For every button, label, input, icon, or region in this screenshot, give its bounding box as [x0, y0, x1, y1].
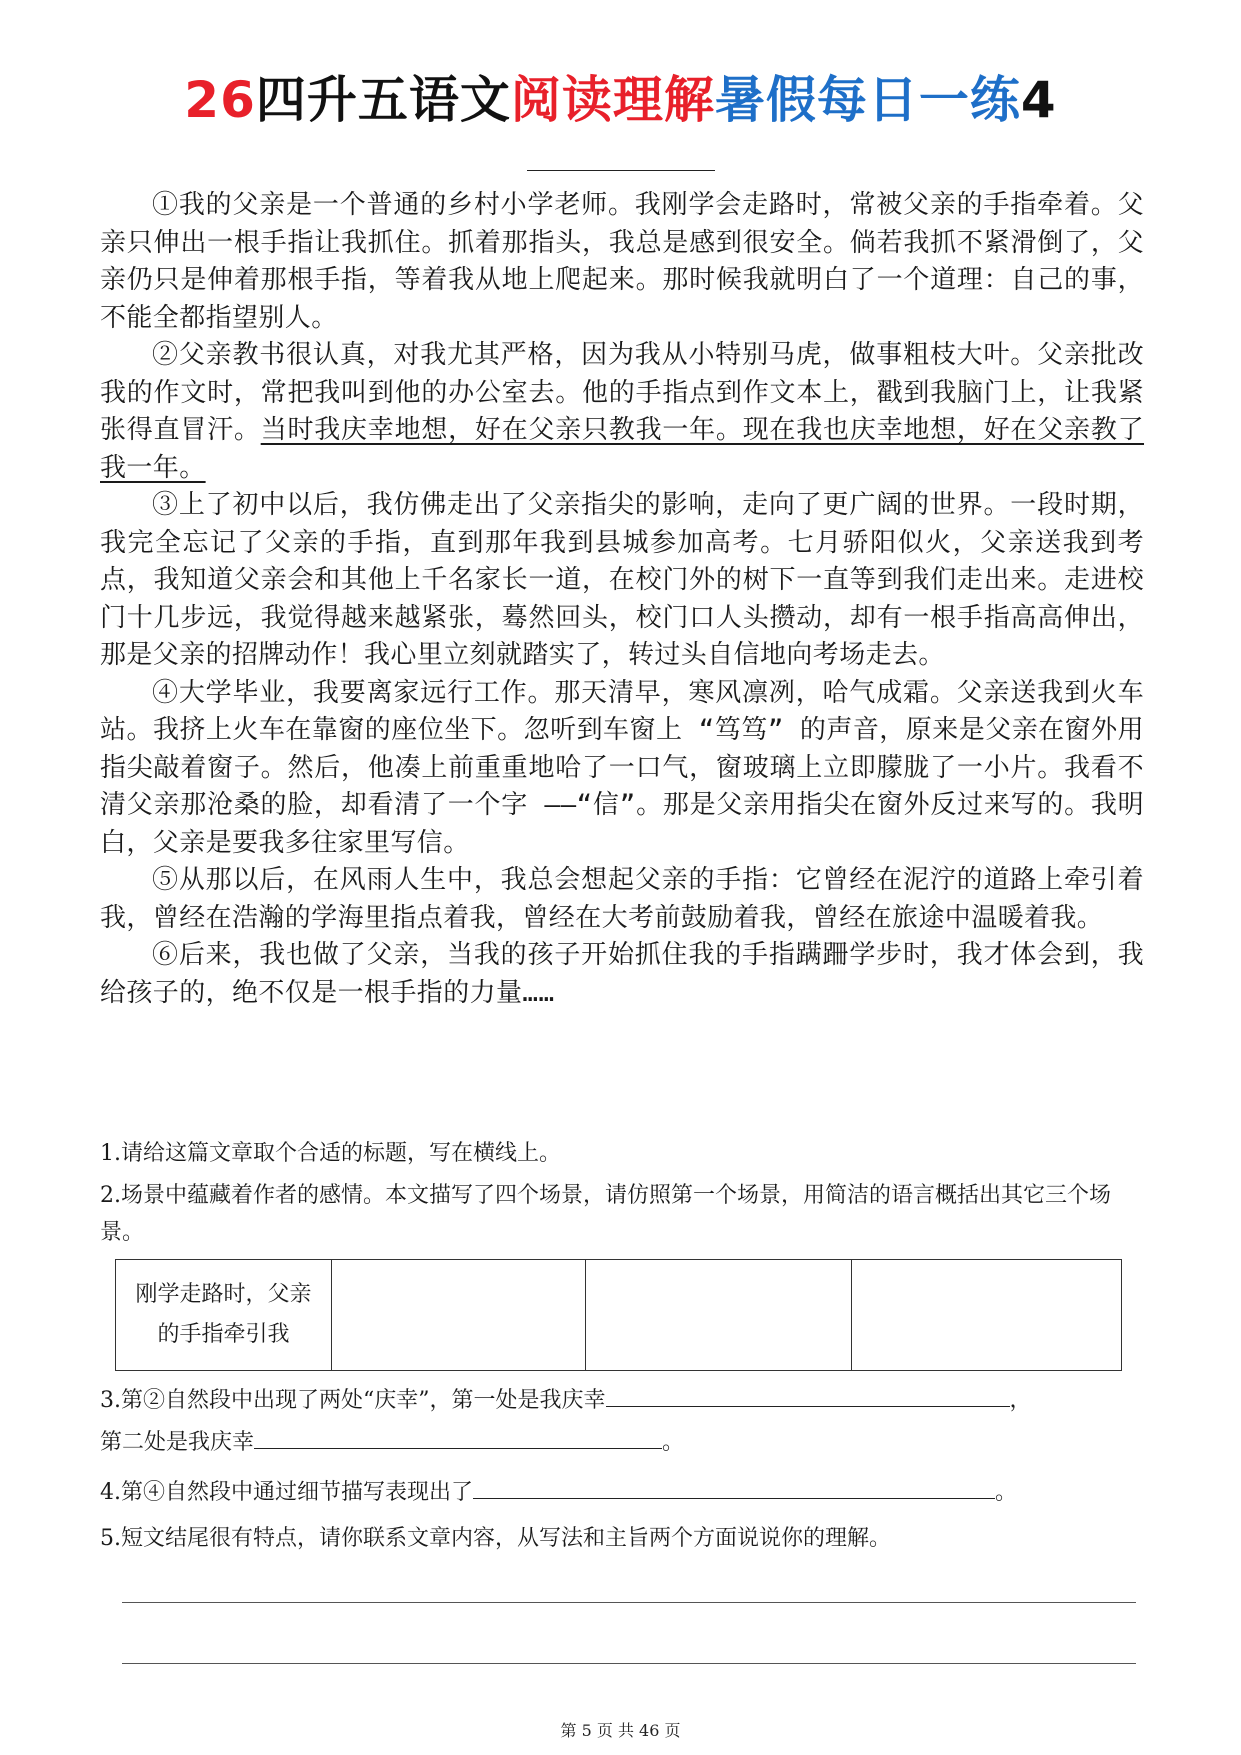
answer-blank-4[interactable]	[473, 1472, 995, 1499]
paragraph-2-text: ②父亲教书很认真，对我尤其严格，因为我从小特别马虎，做事粗枝大叶。父亲批改我的作文时，常把我叫到他的办公室去。他的手指点到作文本上，戳到我脑门上，让我紧张得直冒汗。	[100, 340, 1144, 445]
paragraph-5: ⑤从那以后，在风雨人生中，我总会想起父亲的手指：它曾经在泥泞的道路上牵引着我，曾经在浩瀚的学海里指点着我，曾经在大考前鼓励着我，曾经在旅途中温暖着我。	[100, 865, 1144, 933]
answer-line-1[interactable]	[122, 1602, 1136, 1603]
paragraph-1: ①我的父亲是一个普通的乡村小学老师。我刚学会走路时，常被父亲的手指牵着。父亲只伸出一根手指让我抓住。抓着那指头，我总是感到很安全。倘若我抓不紧滑倒了，父亲仍只是伸着那根手指，等着我从地上爬起来。那时候我就明白了一个道理：自己的事，不能全都指望别人。	[100, 190, 1144, 333]
reading-passage	[100, 187, 1144, 1012]
scene-cell-1: 刚学走路时，父亲的手指牵引我	[116, 1260, 332, 1371]
scene-cell-2[interactable]	[332, 1260, 586, 1371]
question-3-text-2: 第二处是我庆幸	[100, 1430, 255, 1455]
scene-table	[115, 1259, 1122, 1371]
scene-row	[116, 1260, 1122, 1371]
question-1: 1.请给这篇文章取个合适的标题，写在横线上。	[100, 1141, 561, 1166]
question-4-text: 4.第④自然段中通过细节描写表现出了	[100, 1480, 473, 1505]
title-blank-line	[527, 170, 715, 171]
paragraph-2	[100, 337, 1144, 487]
paragraph-6: ⑥后来，我也做了父亲，当我的孩子开始抓住我的手指蹒跚学步时，我才体会到，我给孩子的，绝不仅是一根手指的力量……	[100, 940, 1144, 1008]
scene-cell-3[interactable]	[586, 1260, 852, 1371]
page-title	[0, 70, 1241, 130]
answer-line-2[interactable]	[122, 1663, 1136, 1664]
question-5: 5.短文结尾很有特点，请你联系文章内容，从写法和主旨两个方面说说你的理解。	[100, 1526, 891, 1551]
title-series: 暑假每日一练	[714, 71, 1021, 129]
title-number: 4	[1020, 71, 1057, 129]
title-subject: 阅读理解	[510, 71, 715, 129]
title-grade-number: 26	[184, 71, 256, 129]
page-footer: 第 5 页 共 46 页	[560, 1721, 681, 1740]
question-2: 2.场景中蕴藏着作者的感情。本文描写了四个场景，请仿照第一个场景，用简洁的语言概括出其它三个场景。	[100, 1183, 1111, 1245]
answer-blank-3a[interactable]	[606, 1380, 1010, 1407]
paragraph-2-underlined: 当时我庆幸地想，好在父亲只教我一年。现在我也庆幸地想，好在父亲教了我一年。	[100, 415, 1145, 483]
scene-cell-4[interactable]	[852, 1260, 1122, 1371]
question-3-end: 。	[662, 1430, 685, 1455]
title-grade-text: 四升五语文	[255, 71, 511, 129]
question-4-end: 。	[995, 1480, 1018, 1505]
question-3-comma: ，	[1009, 1388, 1032, 1413]
paragraph-4: ④大学毕业，我要离家远行工作。那天清早，寒风凛冽，哈气成霜。父亲送我到火车站。我挤上火车在靠窗的座位坐下。忽听到车窗上 “笃笃” 的声音，原来是父亲在窗外用指尖敲着窗子。然后，他凑上前重重地哈了一口气，窗玻璃上立即朦胧了一小片。我看不清父亲那沧桑的脸，却看清了一个字 ——“信”。那是父亲用指尖在窗外反过来写的。我明白，父亲是要我多往家里写信。	[100, 677, 1144, 858]
question-4	[100, 1472, 1017, 1511]
paragraph-3: ③上了初中以后，我仿佛走出了父亲指尖的影响，走向了更广阔的世界。一段时期，我完全忘记了父亲的手指，直到那年我到县城参加高考。七月骄阳似火，父亲送我到考点，我知道父亲会和其他上千名家长一道，在校门外的树下一直等到我们走出来。走进校门十几步远，我觉得越来越紧张，蓦然回头，校门口人头攒动，却有一根手指高高伸出，那是父亲的招牌动作！我心里立刻就踏实了，转过头自信地向考场走去。	[100, 490, 1144, 670]
question-3-continued	[100, 1422, 684, 1461]
question-3-text: 3.第②自然段中出现了两处“庆幸”，第一处是我庆幸	[100, 1388, 606, 1413]
answer-blank-3b[interactable]	[254, 1422, 662, 1449]
question-3	[100, 1380, 1032, 1419]
